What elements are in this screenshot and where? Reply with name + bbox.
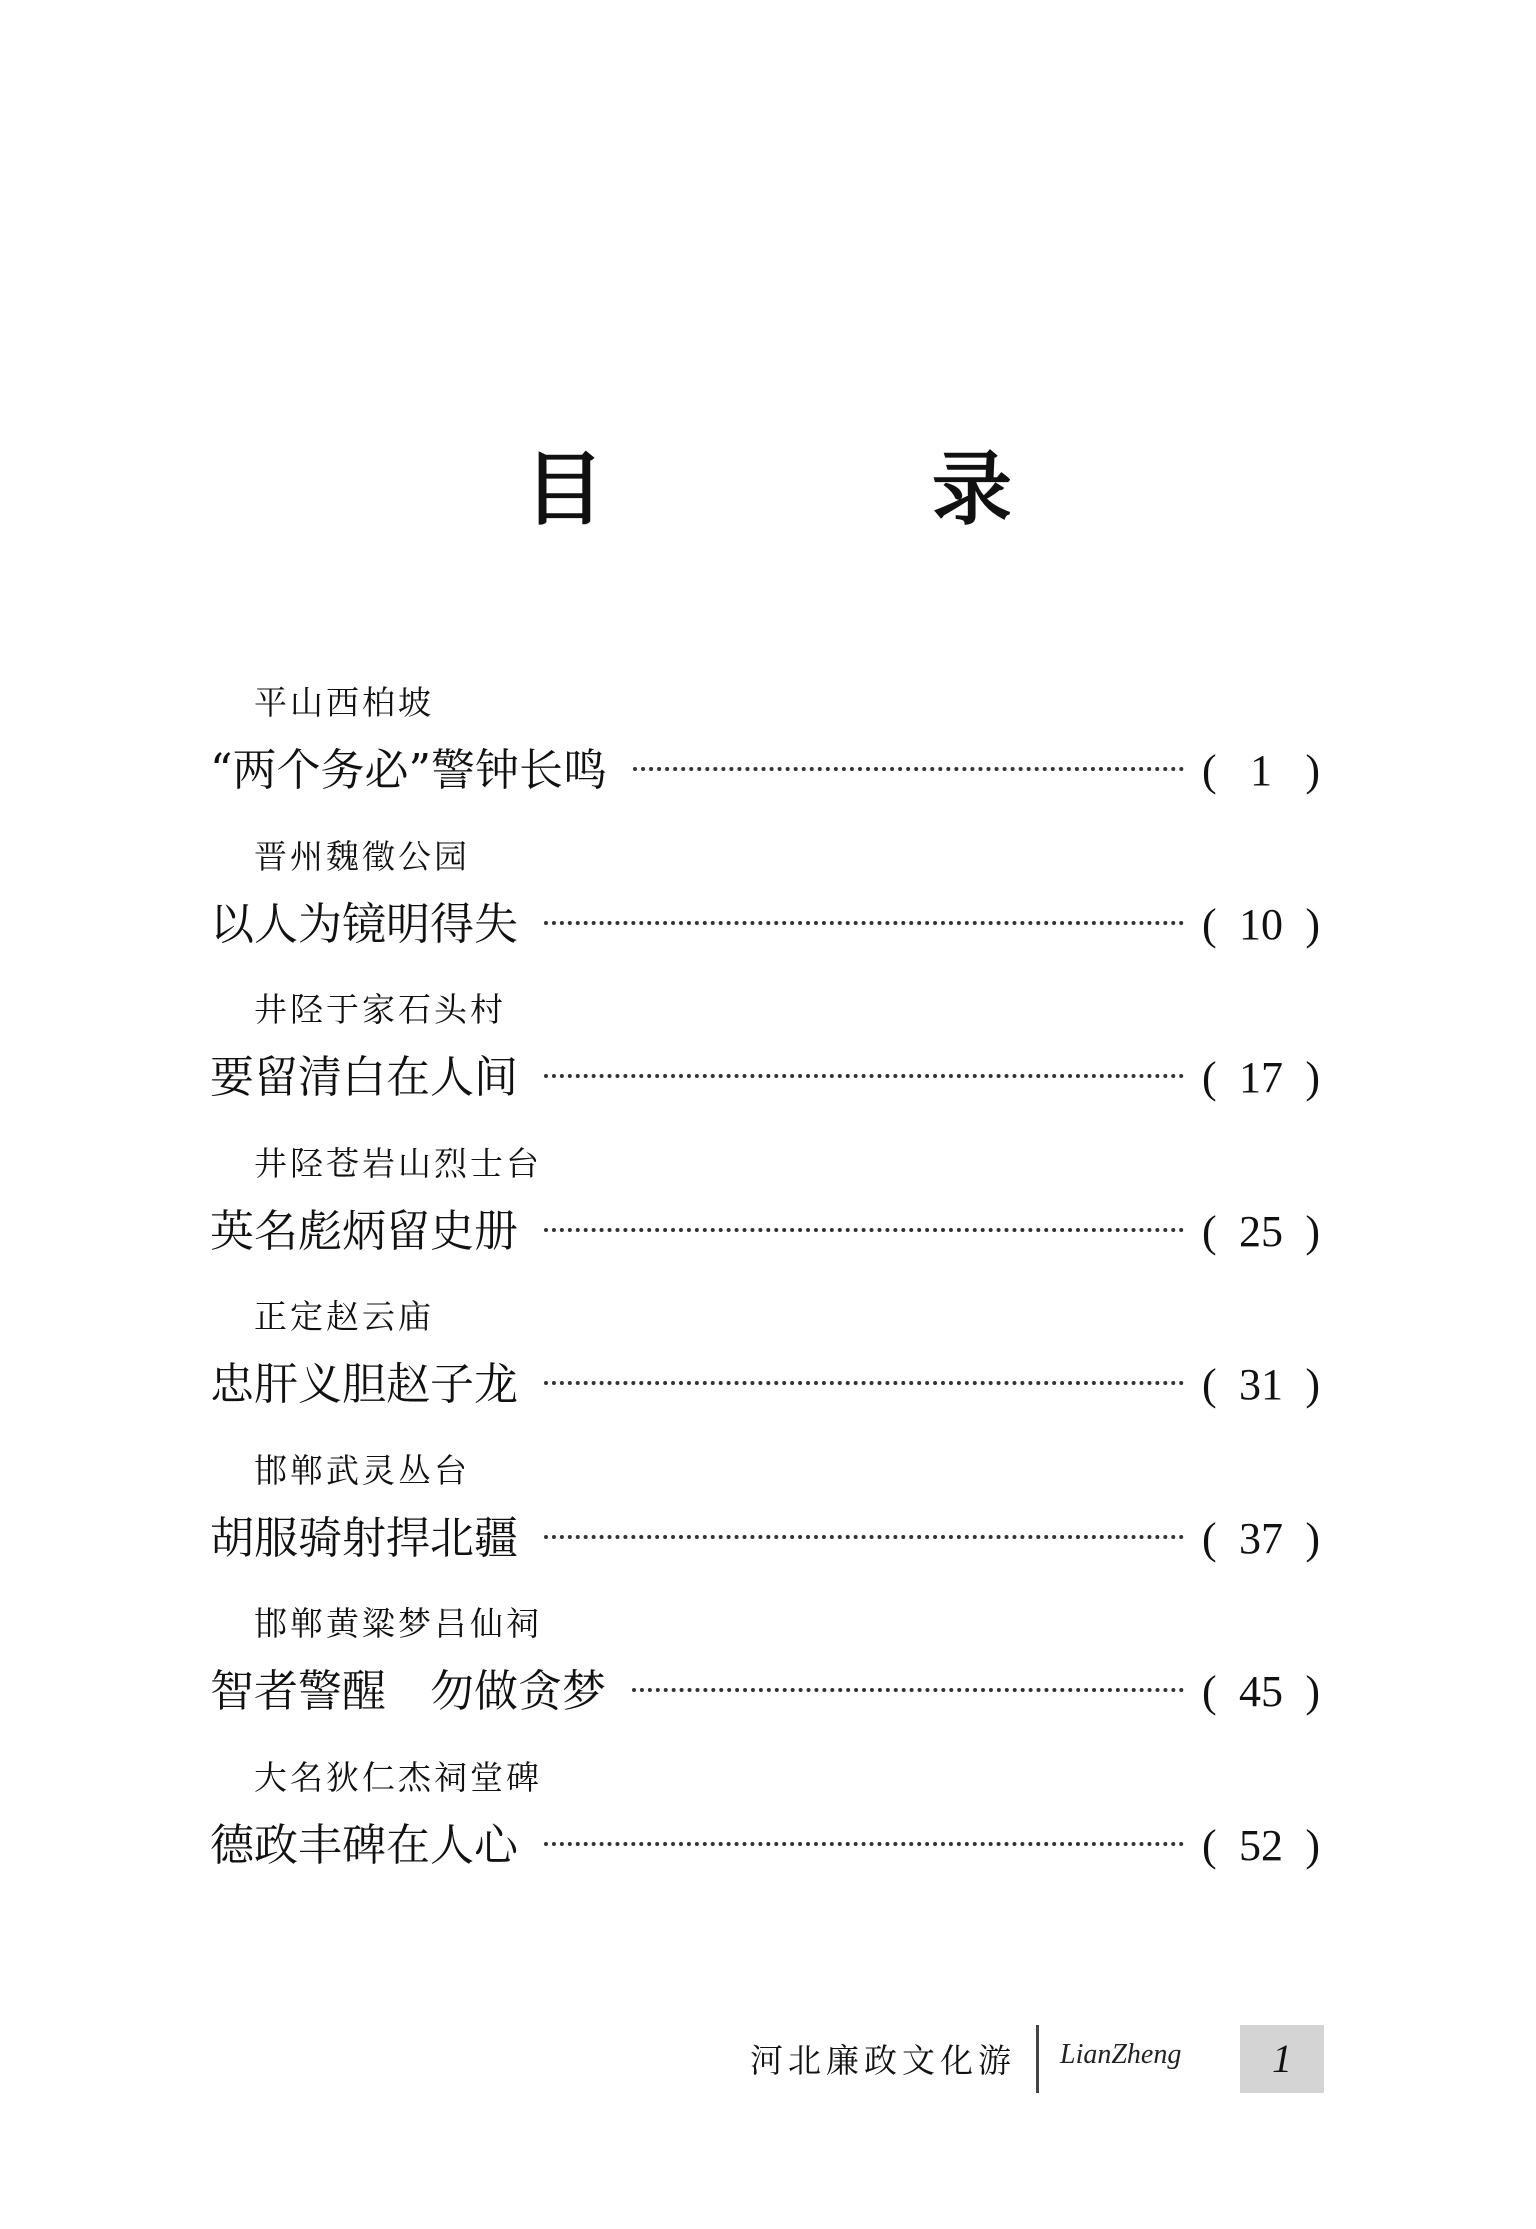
dot-leader	[544, 1381, 1184, 1385]
toc-entry-line	[210, 894, 1320, 956]
toc-entry[interactable]	[210, 1755, 1320, 1909]
toc-entry-place: 大名狄仁杰祠堂碑	[254, 1757, 542, 1797]
toc-entry-page: ( 17 )	[1202, 1053, 1320, 1102]
toc-entry[interactable]	[210, 680, 1320, 834]
toc-entry-page: ( 37 )	[1202, 1513, 1320, 1563]
dot-leader	[544, 1842, 1184, 1846]
toc-entry-heading[interactable]: 忠肝义胆赵子龙	[210, 1359, 518, 1410]
dot-leader	[632, 1688, 1184, 1692]
toc-entry-place: 正定赵云庙	[254, 1297, 434, 1336]
toc-entry[interactable]	[210, 834, 1320, 988]
toc-entry-heading[interactable]: 胡服骑射捍北疆	[210, 1512, 518, 1564]
toc-entry-line	[210, 1201, 1320, 1263]
toc-entry-place: 邯郸黄粱梦吕仙祠	[254, 1604, 542, 1643]
toc-entry-heading[interactable]: 要留清白在人间	[210, 1052, 518, 1103]
dot-leader	[544, 1535, 1184, 1539]
toc-entry-heading[interactable]: 德政丰碑在人心	[210, 1819, 518, 1871]
toc-entry[interactable]	[210, 1448, 1320, 1602]
footer-series-name: LianZheng	[1060, 2039, 1182, 2070]
toc-entry-place: 晋州魏徵公园	[254, 836, 470, 876]
toc-entry[interactable]	[210, 987, 1320, 1141]
toc-entry[interactable]	[210, 1141, 1320, 1295]
page-footer	[0, 2025, 1536, 2093]
toc-entry-place: 井陉苍岩山烈士台	[254, 1143, 542, 1183]
dot-leader	[544, 921, 1184, 925]
footer-page-number: 1	[1240, 2025, 1324, 2093]
toc-entry-page: ( 52 )	[1202, 1820, 1320, 1870]
dot-leader	[544, 1074, 1184, 1078]
toc-entry-heading[interactable]: “两个务必”警钟长鸣	[210, 745, 607, 796]
toc-entry-line	[210, 1815, 1320, 1877]
toc-entry-heading[interactable]: 英名彪炳留史册	[210, 1205, 518, 1257]
toc-entry-place: 邯郸武灵丛台	[254, 1450, 470, 1490]
toc-entry-place: 平山西柏坡	[254, 683, 434, 722]
toc-entry-line	[210, 1047, 1320, 1109]
toc-entry-page: ( 10 )	[1202, 899, 1320, 949]
dot-leader	[633, 767, 1184, 771]
footer-book-title: 河北廉政文化游	[750, 2041, 1016, 2080]
toc-entry-page: ( 31 )	[1202, 1360, 1320, 1409]
toc-entry-page: ( 45 )	[1202, 1667, 1320, 1716]
toc-entry[interactable]	[210, 1294, 1320, 1448]
toc-entry-page: ( 25 )	[1202, 1206, 1320, 1256]
toc-entry-line	[210, 740, 1320, 802]
toc-entry-line	[210, 1354, 1320, 1416]
footer-divider	[1036, 2025, 1039, 2093]
table-of-contents	[210, 680, 1320, 1908]
toc-entry-page: ( 1 )	[1202, 746, 1320, 795]
toc-entry-place: 井陉于家石头村	[254, 990, 506, 1029]
toc-entry-heading[interactable]: 以人为镜明得失	[210, 898, 518, 950]
toc-entry-line	[210, 1661, 1320, 1723]
toc-entry[interactable]	[210, 1601, 1320, 1755]
dot-leader	[544, 1228, 1184, 1232]
toc-entry-line	[210, 1508, 1320, 1570]
toc-entry-heading[interactable]: 智者警醒 勿做贪梦	[210, 1666, 606, 1717]
page-title: 目 录	[524, 443, 1162, 536]
